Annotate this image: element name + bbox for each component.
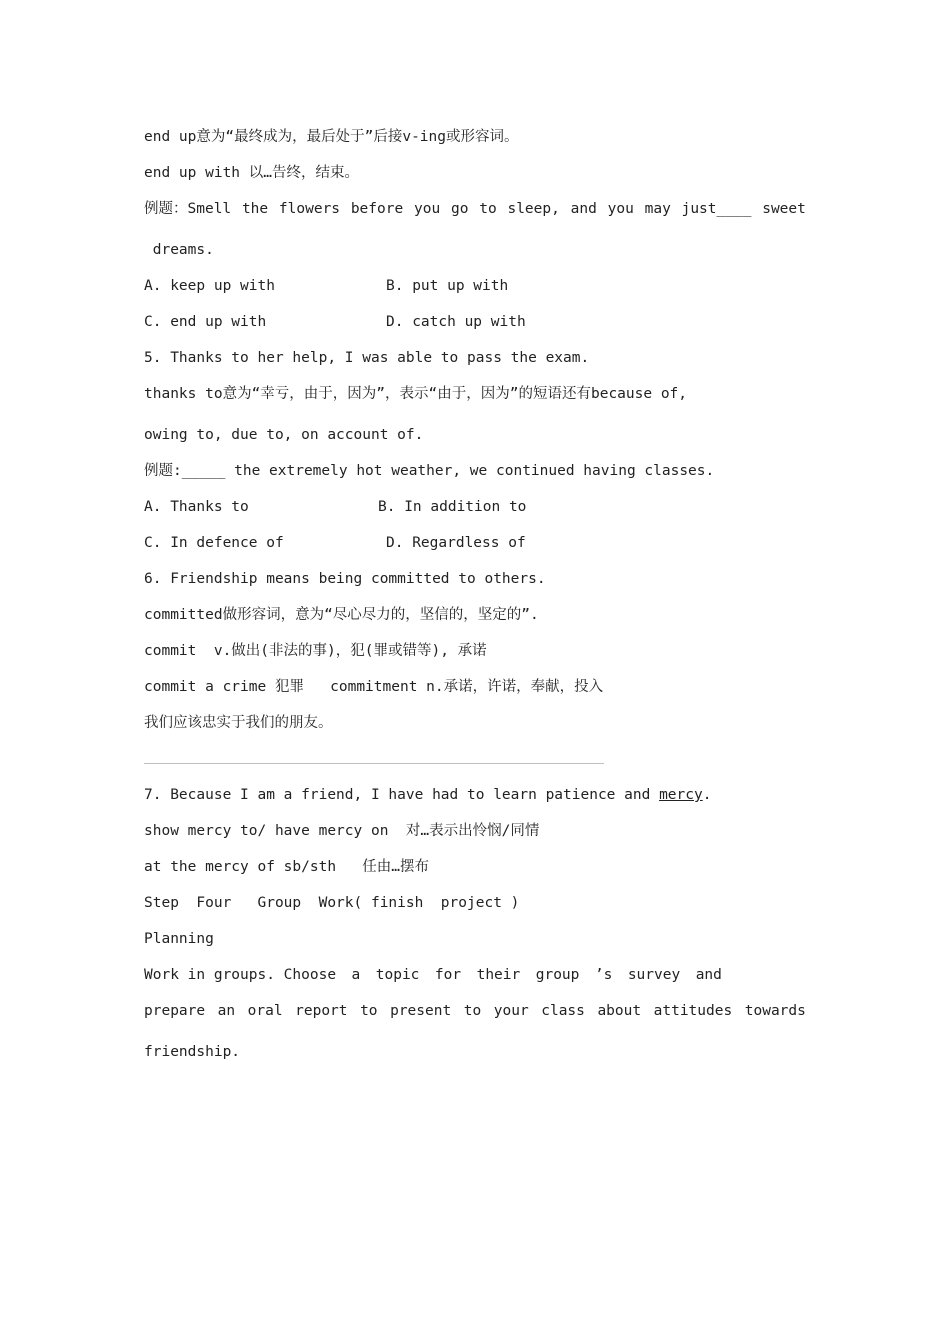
text-line: 例题:_____ the extremely hot weather, we continued having classes. xyxy=(144,463,715,479)
option-c: C. end up with xyxy=(144,314,267,330)
option-b: B. In addition to xyxy=(378,499,527,515)
word: present xyxy=(390,1003,452,1019)
text-line xyxy=(144,1002,806,1020)
option-a: A. Thanks to xyxy=(144,499,249,515)
word: towards xyxy=(744,1003,806,1019)
example-question-line xyxy=(144,200,806,218)
text-line: Planning xyxy=(144,931,214,947)
word: before xyxy=(350,201,404,217)
option-c: C. In defence of xyxy=(144,535,284,551)
word: their xyxy=(476,967,521,983)
word: and xyxy=(695,967,722,983)
word: your xyxy=(493,1003,529,1019)
word: for xyxy=(434,967,462,983)
text-line: Step Four Group Work( finish project ) xyxy=(144,895,520,911)
text-line: commit a crime 犯罪 commitment n.承诺，许诺，奉献，投入 xyxy=(144,679,604,695)
text-line: at the mercy of sb/sth 任由…摆布 xyxy=(144,859,429,875)
word: ’s xyxy=(594,967,613,983)
word: to xyxy=(360,1003,378,1019)
word: and xyxy=(570,201,597,217)
word: you xyxy=(413,201,441,217)
word: Work in groups. Choose xyxy=(144,967,337,983)
text: . xyxy=(702,787,712,803)
option-d: D. catch up with xyxy=(386,314,526,330)
word: sleep, xyxy=(507,201,560,217)
text-line: owing to, due to, on account of. xyxy=(144,427,424,443)
word: 例题：Smell xyxy=(144,201,232,217)
section-heading: 5. Thanks to her help, I was able to pass the exam. xyxy=(144,350,590,366)
section-heading xyxy=(144,786,711,804)
section-heading: 6. Friendship means being committed to others. xyxy=(144,571,546,587)
word: may xyxy=(644,201,671,217)
word: topic xyxy=(375,967,420,983)
word: survey xyxy=(627,967,681,983)
word: group xyxy=(535,967,580,983)
text-line: show mercy to/ have mercy on 对…表示出怜悯/同情 xyxy=(144,823,540,839)
option-b: B. put up with xyxy=(386,278,509,294)
option-a: A. keep up with xyxy=(144,278,275,294)
text-line: friendship. xyxy=(144,1044,241,1060)
word: an xyxy=(217,1003,236,1019)
word: to xyxy=(479,201,497,217)
word: you xyxy=(607,201,634,217)
word: a xyxy=(351,967,361,983)
text-line: 我们应该忠实于我们的朋友。 xyxy=(144,715,333,731)
text: 7. Because I am a friend, I have had to learn patience and xyxy=(144,787,660,803)
underlined-word: mercy xyxy=(659,787,703,803)
word: oral xyxy=(247,1003,283,1019)
word: report xyxy=(295,1003,348,1019)
word: go xyxy=(450,201,469,217)
option-d: D. Regardless of xyxy=(386,535,526,551)
text-line: end up意为“最终成为，最后处于”后接v-ing或形容词。 xyxy=(144,129,519,145)
text-line: thanks to意为“幸亏，由于，因为”，表示“由于，因为”的短语还有because of, xyxy=(144,386,688,402)
word: attitudes xyxy=(653,1003,733,1019)
answer-line xyxy=(144,763,604,764)
text-line: dreams. xyxy=(144,242,214,258)
word: prepare xyxy=(144,1003,206,1019)
word: just____ xyxy=(681,201,752,217)
word: sweet xyxy=(762,201,806,217)
word: to xyxy=(463,1003,482,1019)
word: flowers xyxy=(278,201,341,217)
text-line: end up with 以…告终，结束。 xyxy=(144,165,359,181)
word: the xyxy=(241,201,269,217)
text-line xyxy=(144,966,722,984)
text-line: commit v.做出(非法的事)，犯(罪或错等), 承诺 xyxy=(144,643,487,659)
word: about xyxy=(597,1003,642,1019)
word: class xyxy=(541,1003,585,1019)
text-line: committed做形容词，意为“尽心尽力的，坚信的，坚定的”. xyxy=(144,607,539,623)
